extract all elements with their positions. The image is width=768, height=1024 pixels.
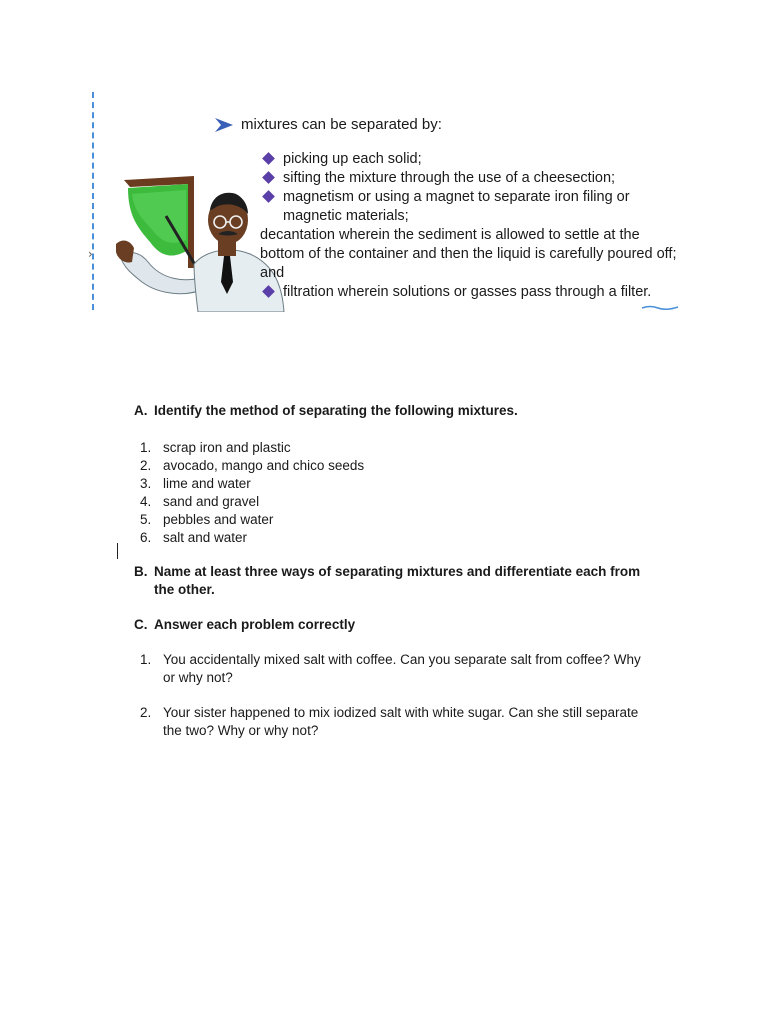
diamond-bullet-icon xyxy=(262,152,275,165)
slide-dashed-border xyxy=(92,92,94,310)
item-number: 3. xyxy=(140,476,152,491)
list-item-text: sifting the mixture through the use of a cheesection; xyxy=(283,170,616,186)
section-c xyxy=(134,616,654,740)
item-number: 2. xyxy=(140,705,152,720)
section-c-items xyxy=(134,651,654,740)
list-item-text: magnetism or using a magnet to separate iron filing or magnetic materials; xyxy=(283,189,630,224)
list-item xyxy=(260,188,680,226)
item-number: 6. xyxy=(140,530,152,545)
list-item xyxy=(260,169,680,188)
section-b xyxy=(134,563,654,599)
slide-heading xyxy=(215,116,442,133)
item-text: salt and water xyxy=(163,530,248,545)
section-b-heading xyxy=(134,563,654,599)
diamond-bullet-icon xyxy=(262,285,275,298)
item-text: avocado, mango and chico seeds xyxy=(163,458,365,473)
item-text: lime and water xyxy=(163,476,251,491)
section-letter: A. xyxy=(134,403,148,418)
section-title: Name at least three ways of separating mixtures and differentiate each from the other. xyxy=(154,564,641,597)
item-text: scrap iron and plastic xyxy=(163,440,291,455)
list-item xyxy=(134,704,654,740)
list-item xyxy=(134,439,654,457)
section-a-heading xyxy=(134,402,654,420)
item-number: 4. xyxy=(140,494,152,509)
section-title: Answer each problem correctly xyxy=(154,617,356,632)
worksheet xyxy=(134,400,654,757)
list-item-text: filtration wherein solutions or gasses pass through a filter. xyxy=(283,284,652,300)
slide-corner-mark-icon xyxy=(640,304,680,310)
arrow-bullet-icon xyxy=(215,118,233,132)
item-text: You accidentally mixed salt with coffee. Can you separate salt from coffee? Why or why not? xyxy=(163,652,641,685)
section-a-items xyxy=(134,439,654,547)
item-text: Your sister happened to mix iodized salt with white sugar. Can she still separate the two? Why or why not? xyxy=(163,705,639,738)
list-item-text: picking up each solid; xyxy=(283,151,422,167)
item-text: pebbles and water xyxy=(163,512,274,527)
item-number: 5. xyxy=(140,512,152,527)
list-item xyxy=(134,457,654,475)
separation-methods-list xyxy=(260,150,680,302)
diamond-bullet-icon xyxy=(262,171,275,184)
section-title: Identify the method of separating the following mixtures. xyxy=(154,403,518,418)
diamond-bullet-icon xyxy=(262,190,275,203)
list-item xyxy=(134,651,654,687)
list-item xyxy=(260,226,680,283)
section-a xyxy=(134,402,654,547)
border-notch-icon: › xyxy=(88,247,93,261)
item-number: 2. xyxy=(140,458,152,473)
item-number: 1. xyxy=(140,440,152,455)
item-number: 1. xyxy=(140,652,152,667)
list-item xyxy=(260,150,680,169)
list-item xyxy=(134,475,654,493)
list-item xyxy=(134,511,654,529)
list-item xyxy=(134,529,654,547)
text-cursor xyxy=(117,543,118,559)
section-c-heading xyxy=(134,616,654,634)
section-letter: C. xyxy=(134,617,148,632)
slide-heading-text: mixtures can be separated by: xyxy=(241,116,442,133)
list-item-text: decantation wherein the sediment is allowed to settle at the bottom of the container and then the liquid is carefully poured off; and xyxy=(260,227,677,281)
list-item xyxy=(134,493,654,511)
item-text: sand and gravel xyxy=(163,494,260,509)
slide-image xyxy=(88,92,680,314)
section-letter: B. xyxy=(134,564,148,579)
list-item xyxy=(260,283,680,302)
